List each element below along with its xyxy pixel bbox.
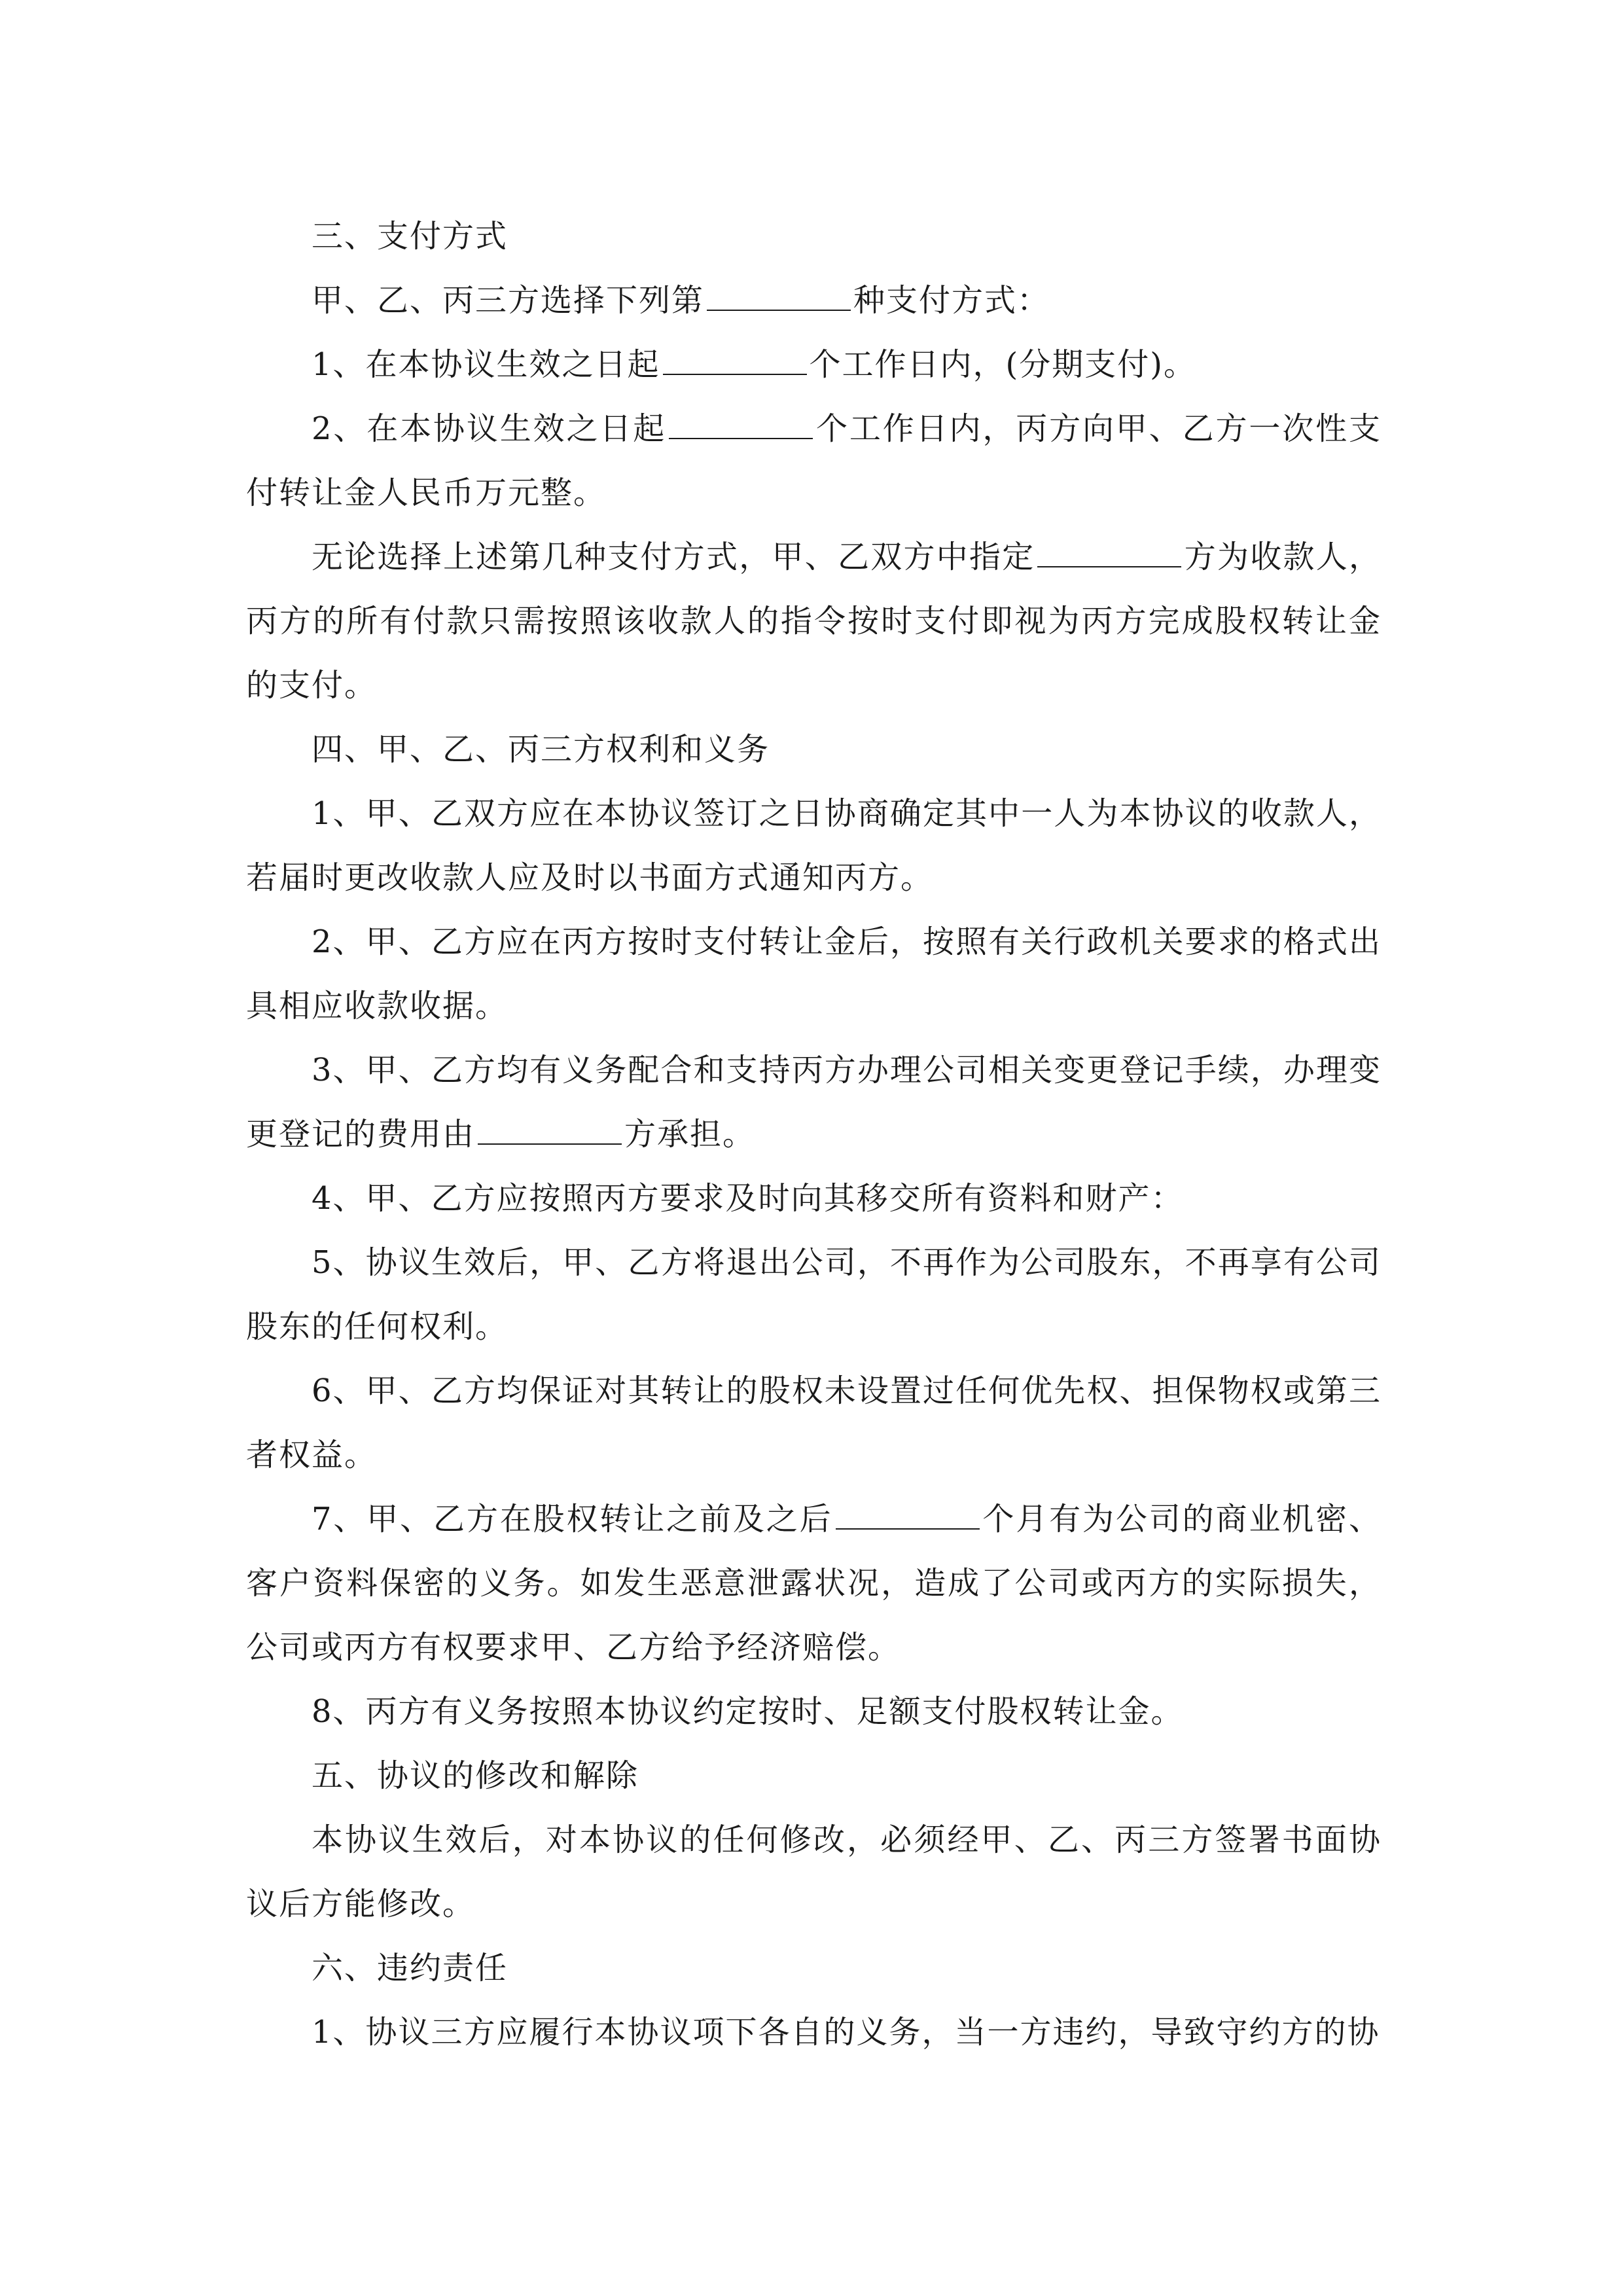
payment-choice-text-before: 甲、乙、丙三方选择下列第: [312, 282, 705, 319]
payment-item-1: [246, 332, 1382, 397]
payment-choice-blank: [707, 283, 851, 311]
rights-item-1: 1、甲、乙双方应在本协议签订之日协商确定其中一人为本协议的收款人，若届时更改收款人应及时以书面方式通知丙方。: [246, 795, 1382, 896]
payment-item-1-after: 个工作日内，(分期支付)。: [809, 346, 1197, 383]
document-body: [246, 204, 1382, 2064]
section-5-heading: 五、协议的修改和解除: [312, 1757, 639, 1794]
rights-item-8: 8、丙方有义务按照本协议约定按时、足额支付股权转让金。: [312, 1693, 1184, 1730]
rights-item-6: 6、甲、乙方均保证对其转让的股权未设置过任何优先权、担保物权或第三者权益。: [246, 1372, 1382, 1473]
payment-item-1-blank: [663, 348, 807, 375]
payment-item-2-blank: [669, 412, 813, 439]
payee-after: 方为收款人，丙方的所有付款只需按照该收款人的指令按时支付即视为丙方完成股权转让金的支付。: [246, 539, 1382, 704]
rights-item-4: 4、甲、乙方应按照丙方要求及时向其移交所有资料和财产：: [312, 1180, 1184, 1217]
rights-item-7: [246, 1487, 1382, 1679]
payee-before: 无论选择上述第几种支付方式，甲、乙双方中指定: [312, 539, 1035, 575]
rights-item-3: [246, 1038, 1382, 1166]
amendment-paragraph: 本协议生效后，对本协议的任何修改，必须经甲、乙、丙三方签署书面协议后方能修改。: [246, 1821, 1382, 1922]
payment-item-2-after: 个工作日内，丙方向甲、乙方一次性支付转让金人民币万元整。: [246, 410, 1382, 511]
breach-item-1: 1、协议三方应履行本协议项下各自的义务，当一方违约，导致守约方的协: [312, 2014, 1380, 2051]
rights-item-7-after: 个月有为公司的商业机密、客户资料保密的义务。如发生恶意泄露状况，造成了公司或丙方的实际损失，公司或丙方有权要求甲、乙方给予经济赔偿。: [246, 1501, 1382, 1666]
payment-item-2-before: 2、在本协议生效之日起: [312, 410, 667, 447]
rights-item-2: 2、甲、乙方应在丙方按时支付转让金后，按照有关行政机关要求的格式出具相应收款收据。: [246, 924, 1382, 1024]
payee-blank: [1037, 540, 1181, 567]
payment-item-2: [246, 397, 1382, 525]
rights-item-5: 5、协议生效后，甲、乙方将退出公司，不再作为公司股东，不再享有公司股东的任何权利。: [246, 1244, 1382, 1345]
payment-choice-paragraph: [246, 268, 1382, 332]
section-3-heading: 三、支付方式: [312, 218, 508, 255]
rights-item-3-before: 3、甲、乙方均有义务配合和支持丙方办理公司相关变更登记手续，办理变更登记的费用由: [246, 1052, 1382, 1153]
payee-paragraph: [246, 525, 1382, 717]
rights-item-3-blank: [478, 1117, 622, 1145]
section-4-heading: 四、甲、乙、丙三方权利和义务: [312, 731, 770, 768]
rights-item-3-after: 方承担。: [624, 1116, 756, 1153]
section-6-heading: 六、违约责任: [312, 1950, 508, 1986]
payment-choice-text-after: 种支付方式：: [853, 282, 1050, 319]
payment-item-1-before: 1、在本协议生效之日起: [312, 346, 660, 383]
rights-item-7-blank: [836, 1502, 980, 1530]
rights-item-7-before: 7、甲、乙方在股权转让之前及之后: [312, 1501, 833, 1537]
